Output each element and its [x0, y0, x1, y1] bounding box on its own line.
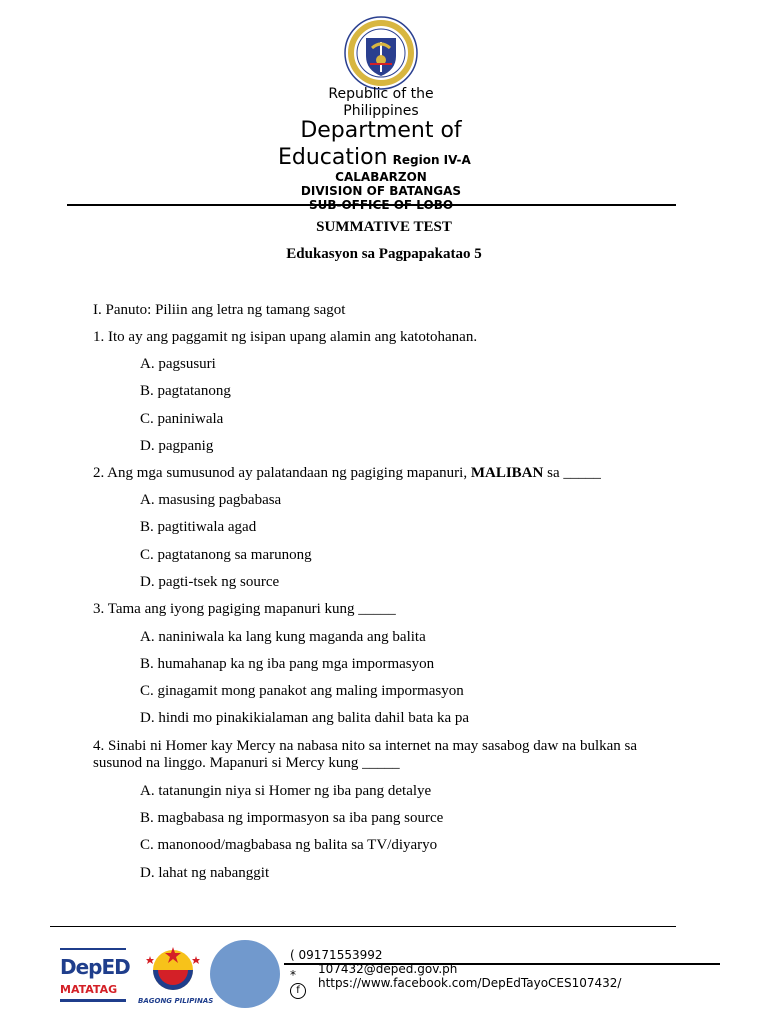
- bagong-pilipinas-logo: [138, 944, 214, 1008]
- test-title: SUMMATIVE TEST: [316, 219, 452, 235]
- q1-option-b: B. pagtatanong: [140, 383, 231, 399]
- question-4-line-1: 4. Sinabi ni Homer kay Mercy na nabasa nito sa internet na may sasabog daw na bulkan sa: [93, 738, 638, 754]
- header-divider: [67, 204, 676, 206]
- q3-option-b: B. humahanap ka ng iba pang mga impormasyon: [140, 656, 435, 672]
- matatag-underline: [60, 999, 126, 1002]
- q2-option-c: C. pagtatanong sa marunong: [140, 547, 312, 563]
- footer-divider: [50, 926, 676, 927]
- region-label: Region IV-A: [392, 153, 471, 167]
- calabarzon-label: CALABARZON: [335, 170, 427, 184]
- q3-option-d: D. hindi mo pinakikialaman ang balita dahil bata ka pa: [140, 710, 470, 726]
- phone-number: 09171553992: [298, 948, 383, 962]
- deped-matatag-logo: [58, 946, 128, 1006]
- facebook-icon: f: [290, 983, 306, 999]
- q2-option-d: D. pagti-tsek ng source: [140, 574, 280, 590]
- deped-logo-text: DepED: [60, 955, 130, 979]
- question-2-blank: sa _____: [543, 465, 601, 481]
- division-label: DIVISION OF BATANGAS: [300, 184, 462, 198]
- bagong-pilipinas-text: BAGONG PILIPINAS: [138, 997, 214, 1005]
- placeholder-circle: [210, 940, 280, 1008]
- q1-option-c: C. paniniwala: [140, 411, 224, 427]
- q4-option-c: C. manonood/magbabasa ng balita sa TV/diyaryo: [140, 837, 438, 853]
- subject-title: Edukasyon sa Pagpapakatao 5: [286, 246, 482, 262]
- q3-option-c: C. ginagamit mong panakot ang maling impormasyon: [140, 683, 464, 699]
- q4-option-a: A. tatanungin niya si Homer ng iba pang detalye: [140, 783, 432, 799]
- q1-option-d: D. pagpanig: [140, 438, 214, 454]
- facebook-link[interactable]: https://www.facebook.com/DepEdTayoCES107432/: [318, 976, 622, 990]
- question-2: [93, 465, 601, 482]
- q2-option-a: A. masusing pagbabasa: [140, 492, 282, 508]
- q1-option-a: A. pagsusuri: [140, 356, 216, 372]
- question-1: 1. Ito ay ang paggamit ng isipan upang alamin ang katotohanan.: [93, 329, 478, 345]
- republic-line-2: Philippines: [343, 103, 419, 119]
- phone-icon: (: [290, 948, 295, 962]
- q3-option-a: A. naniniwala ka lang kung maganda ang balita: [140, 629, 426, 645]
- department-line-2: Education: [278, 145, 388, 170]
- question-4-line-2: susunod na linggo. Mapanuri si Mercy kung _____: [93, 755, 400, 771]
- question-3: 3. Tama ang iyong pagiging mapanuri kung _____: [93, 601, 396, 617]
- q4-option-d: D. lahat ng nabanggit: [140, 865, 270, 881]
- republic-line-1: Republic of the: [328, 86, 434, 102]
- q2-option-b: B. pagtitiwala agad: [140, 519, 257, 535]
- deped-logo-topline: [60, 948, 126, 950]
- deped-seal: [344, 16, 418, 90]
- department-line-1: Department of: [300, 118, 462, 143]
- email-icon: *: [290, 968, 296, 982]
- q4-option-b: B. magbabasa ng impormasyon sa iba pang source: [140, 810, 444, 826]
- question-2-emphasis: MALIBAN: [470, 465, 544, 481]
- question-2-text: 2. Ang mga sumusunod ay palatandaan ng pagiging mapanuri,: [93, 465, 471, 481]
- matatag-text: MATATAG: [60, 983, 118, 996]
- question-4: [93, 738, 637, 772]
- email-address: 107432@deped.gov.ph: [318, 962, 458, 976]
- instruction: I. Panuto: Piliin ang letra ng tamang sagot: [93, 302, 346, 318]
